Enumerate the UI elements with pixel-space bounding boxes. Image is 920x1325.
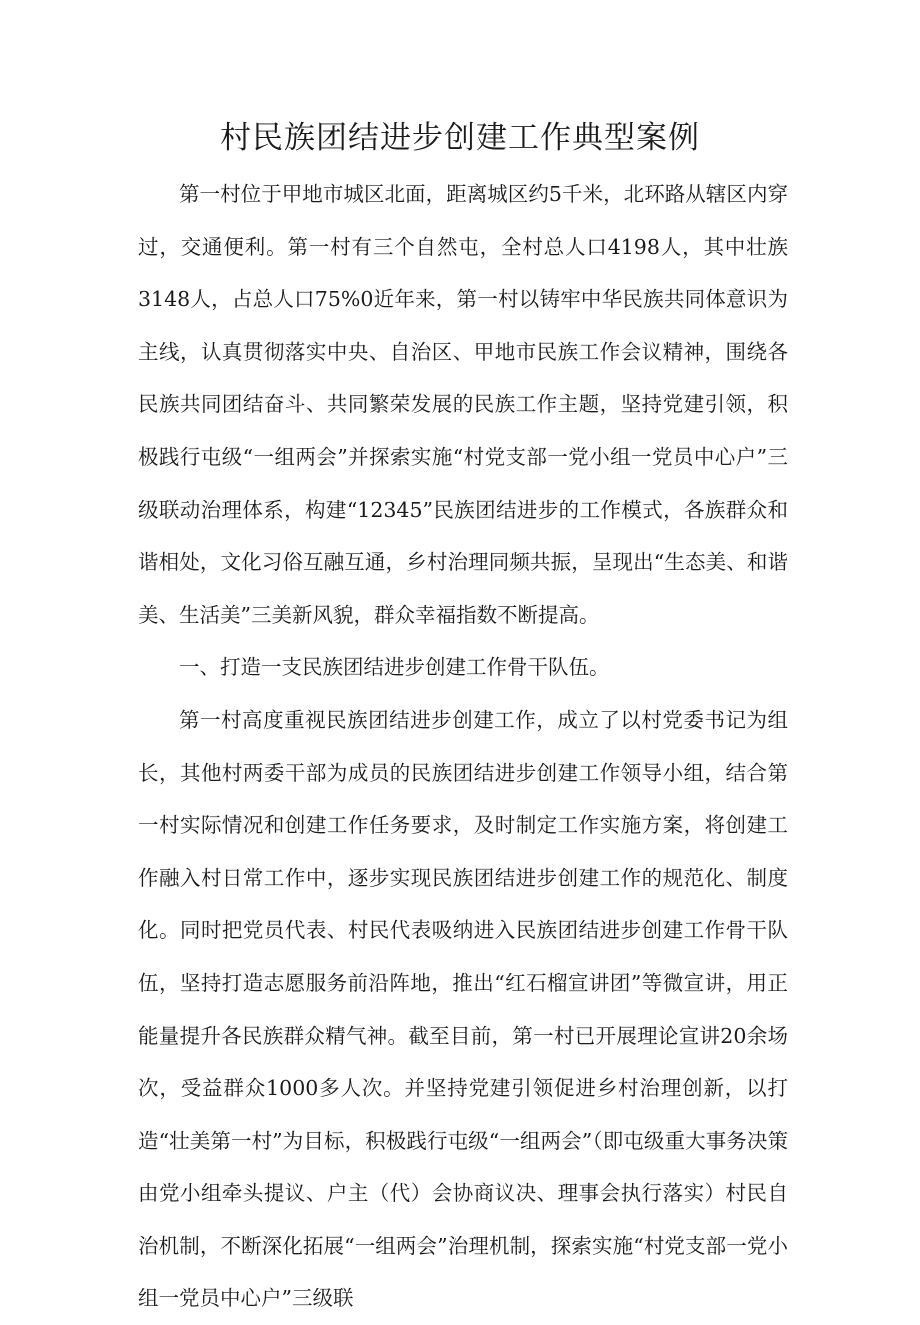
section-paragraph: 第一村高度重视民族团结进步创建工作，成立了以村党委书记为组长，其他村两委干部为成员的民族团结进步创建工作领导小组，结合第一村实际情况和创建工作任务要求，及时制定工作实施方案，将创建工作融入村日常工作中，逐步实现民族团结进步创建工作的规范化、制度化。同时把党员代表、村民代表吸纳进入民族团结进步创建工作骨干队伍，坚持打造志愿服务前沿阵地，推出“红石榴宣讲团”等微宣讲，用正能量提升各民族群众精气神。截至目前，第一村已开展理论宣讲20余场次，受益群众1000多人次。并坚持党建引领促进乡村治理创新，以打造“壮美第一村”为目标，积极践行屯级“一组两会”（即屯级重大事务决策由党小组牵头提议、户主（代）会协商议决、理事会执行落实）村民自治机制，不断深化拓展“一组两会”治理机制，探索实施“村党支部一党小组一党员中心户”三级联: [138, 707, 788, 1311]
document-body: [138, 168, 788, 1325]
document-title: 村民族团结进步创建工作典型案例: [220, 120, 700, 156]
intro-paragraph: 第一村位于甲地市城区北面，距离城区约5千米，北环路从辖区内穿过，交通便利。第一村有三个自然屯，全村总人口4198人，其中壮族3148人，占总人口75%0近年来，第一村以铸牢中华民族共同体意识为主线，认真贯彻落实中央、自治区、甲地市民族工作会议精神，围绕各民族共同团结奋斗、共同繁荣发展的民族工作主题，坚持党建引领，积极践行屯级“一组两会”并探索实施“村党支部一党小组一党员中心户”三级联动治理体系，构建“12345”民族团结进步的工作模式，各族群众和谐相处，文化习俗互融互通，乡村治理同频共振，呈现出“生态美、和谐美、生活美”三美新风貌，群众幸福指数不断提高。: [138, 182, 788, 627]
section-heading: 一、打造一支民族团结进步创建工作骨干队伍。: [179, 655, 610, 680]
